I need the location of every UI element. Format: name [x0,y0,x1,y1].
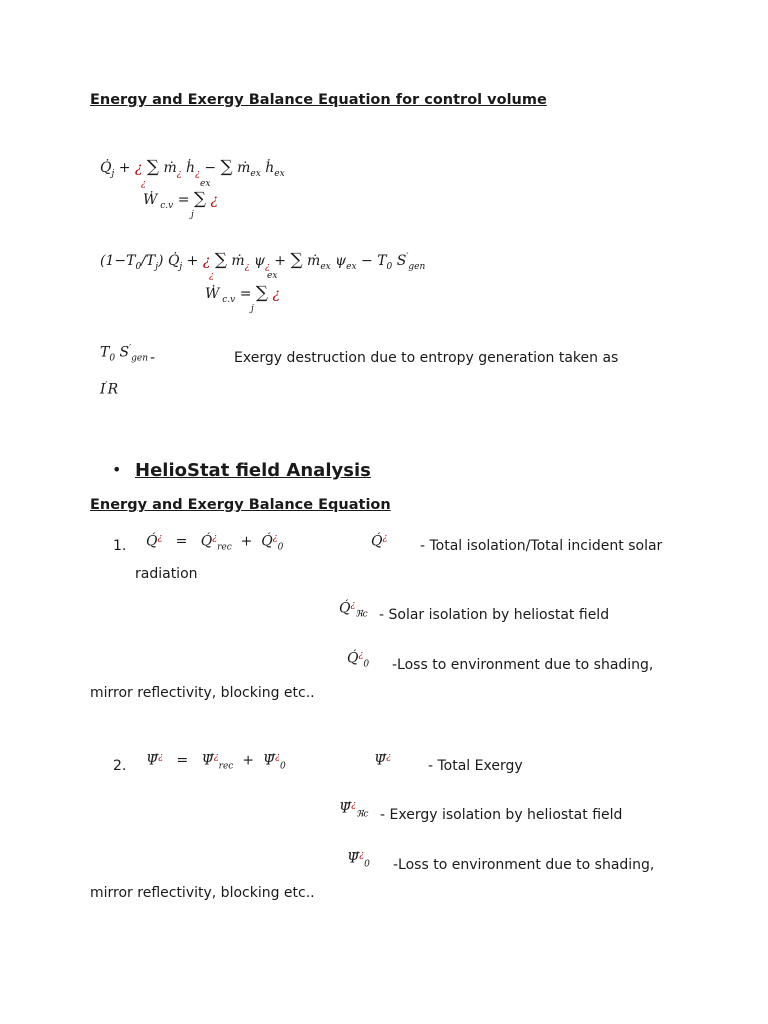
total-isolation-text-cont: radiation [135,566,198,582]
exergy-item-equation: Ψ́¿ = $\Psí^¿_{rec}$ + $\Psí^¿_0$ [146,752,286,772]
item-number: 1. [113,538,127,554]
exergy-loss-text: -Loss to environment due to shading, [393,857,655,873]
heat-balance-equation: Q́¿ = $Q́^¿_{rec}$ + $Q́^¿_0$ [146,533,284,553]
total-heat-symbol: Q́¿ [371,533,388,550]
exergy-isolation-symbol: $\Psí^¿_{ℜc}$ [339,800,369,820]
section-subheading: Energy and Exergy Balance Equation [90,497,391,513]
t0-sgen-term: $T_0$ $S'_{gen}$ [100,344,149,364]
exergy-balance-equation-top: $(1-T_0/T_j)$ $Q̇_j$ + ¿ ∑ ṁ$_¿$ $\psi_¿$ + ∑ ṁ$_{ex}$ $\psi_{ex} - T_0$ $S'_{gen}$ [100,250,426,272]
dash: - [150,350,156,366]
energy-balance-equation-top: $Q̇_j$ + ¿ ∑ ṁ$_¿$ ḣ$_¿$ − ∑ ṁ$_{ex}$ ḣ$_{ex}$ [100,157,285,179]
exergy-isolation-text: - Exergy isolation by heliostat field [380,807,623,823]
heat-loss-text: -Loss to environment due to shading, [392,657,654,673]
energy-balance-equation-bottom: Ẇ $_{c.v}$ = ∑ ¿ [143,189,218,211]
exergy-loss-symbol: $\Psí^¿_0$ [347,850,370,870]
heat-loss-text-cont: mirror reflectivity, blocking etc.. [90,685,315,701]
bullet-icon: • [112,460,122,479]
heat-loss-symbol: $Q́^¿_0$ [347,650,370,670]
ir-term: I′R [100,381,119,398]
exergy-balance-equation-bottom: Ẇ $_{c.v}$ = ∑ ¿ [205,283,280,305]
exergy-destruction-text: Exergy destruction due to entropy generation taken as [234,350,619,366]
solar-isolation-symbol: $Q́^¿_{ℜc}$ [339,600,368,620]
total-isolation-text: - Total isolation/Total incident solar [420,538,663,554]
section-heading: HelioStat field Analysis [135,460,371,481]
solar-isolation-text: - Solar isolation by heliostat field [379,607,610,623]
page-title: Energy and Exergy Balance Equation for control volume [90,92,547,108]
exergy-loss-text-cont: mirror reflectivity, blocking etc.. [90,885,315,901]
total-exergy-symbol: Ψ́¿ [374,752,392,769]
total-exergy-text: - Total Exergy [428,758,523,774]
item-number: 2. [113,758,127,774]
